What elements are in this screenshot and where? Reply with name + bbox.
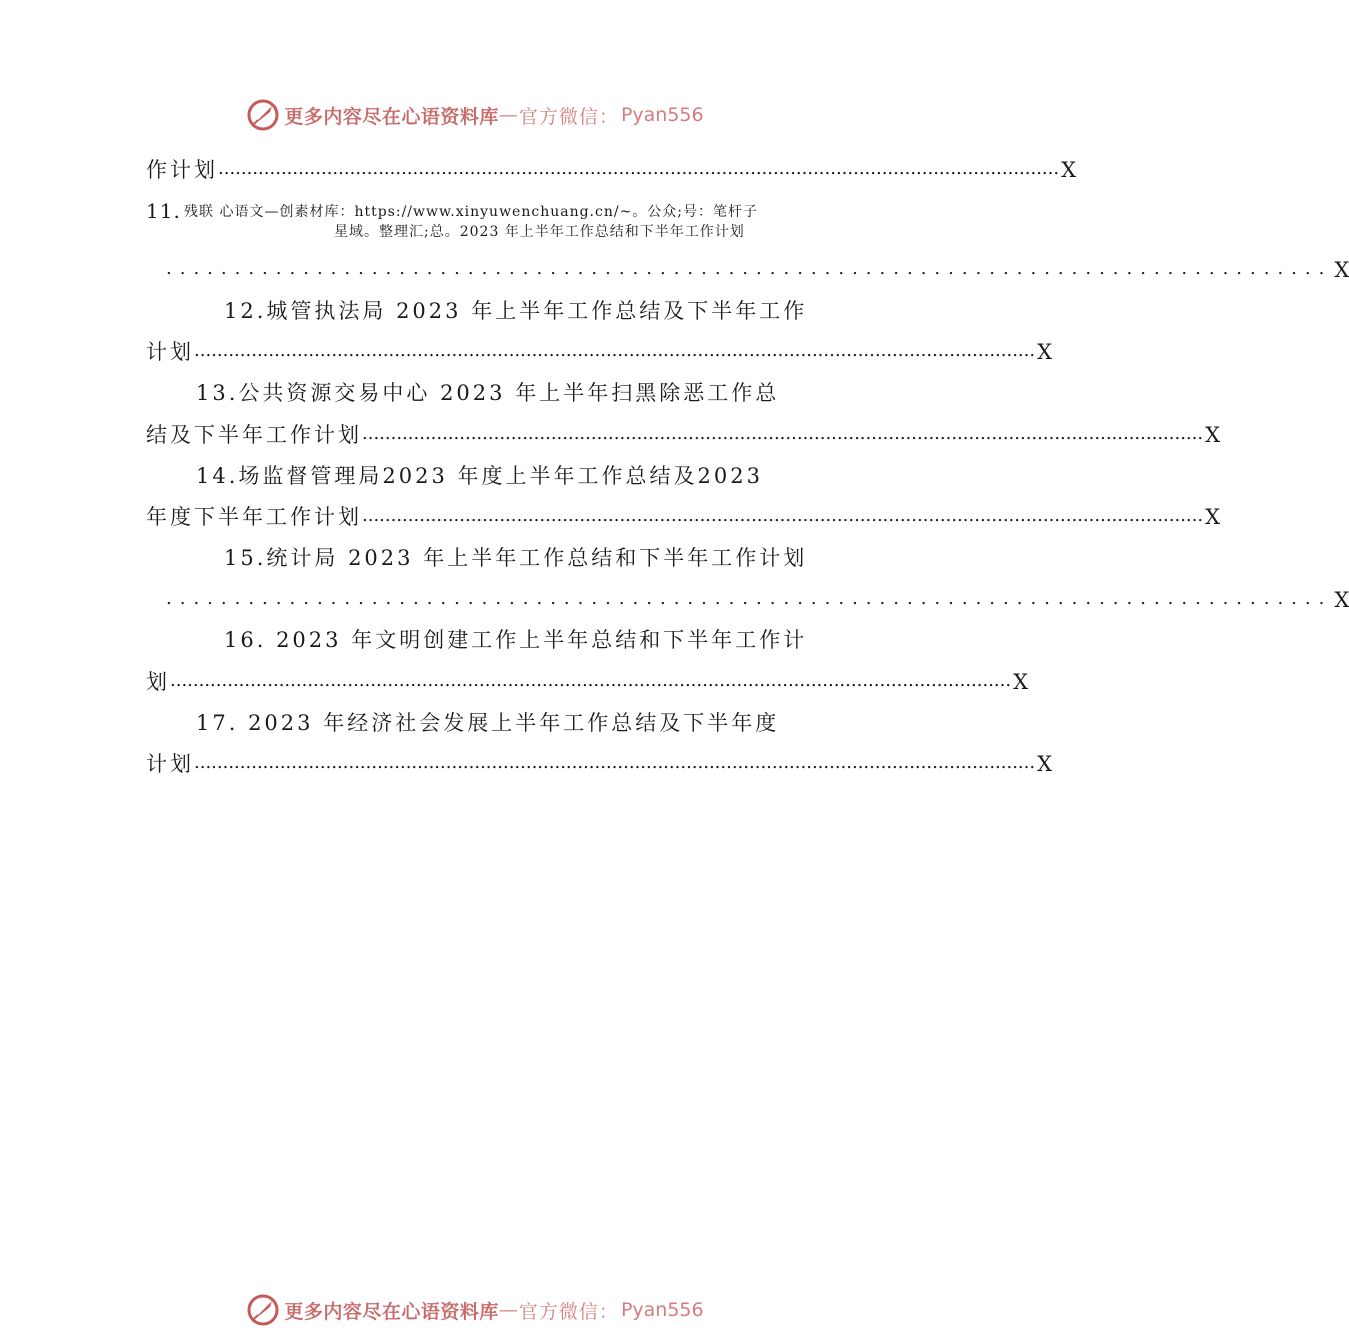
- dot-leader: ...................................................................................................................................................: [218, 158, 1060, 179]
- toc-entry-13-line2: 结及下半年工作计划 ................................................................................................................................................... X: [146, 420, 796, 450]
- toc-entry-11-leader-line: [166, 255, 1349, 285]
- toc-entry-15-leader-line: [166, 585, 1349, 615]
- dot-leader: ...................................................................................................................................................: [362, 423, 1204, 444]
- page-number: X: [1037, 340, 1053, 364]
- page-number: X: [1205, 505, 1221, 529]
- toc-entry-17-line2: 计划 ................................................................................................................................................... X: [146, 749, 782, 779]
- quill-logo-icon: [246, 1293, 280, 1327]
- banner-brand: Pyan556: [620, 1299, 704, 1321]
- dot-leader: ...................................................................................................................................................: [362, 505, 1204, 526]
- page-number: X: [1061, 158, 1077, 182]
- toc-entry-17-line1: 17. 2023 年经济社会发展上半年工作总结及下半年度: [196, 711, 780, 735]
- toc-entry-13-line1: 13.公共资源交易中心 2023 年上半年扫黑除恶工作总: [196, 381, 780, 405]
- toc-entry-12-line1: 12.城管执法局 2023 年上半年工作总结及下半年工作: [224, 299, 808, 323]
- page-number: X: [1205, 423, 1221, 447]
- page-number: X: [1334, 258, 1349, 282]
- dot-leader: ...................................................................................................................................................: [194, 340, 1036, 361]
- toc-entry-11-line1: 残联 心语文—创素材库：https://www.xinyuwenchuang.cn/~。公众;号：笔杆子: [184, 204, 759, 220]
- toc-entry-14-line2: 年度下半年工作计划 ................................................................................................................................................... X: [146, 502, 796, 532]
- header-banner: [0, 95, 950, 135]
- banner-brand: Pyan556: [620, 104, 704, 126]
- page-number: X: [1013, 670, 1029, 694]
- page-number: X: [1037, 752, 1053, 776]
- page-number: X: [1334, 588, 1349, 612]
- dot-leader: ...................................................................................................................................................: [170, 670, 1012, 691]
- banner-label: 官方微信：: [518, 1300, 619, 1323]
- dot-leader: .....................................................................................: [166, 588, 1333, 609]
- toc-entry-14-line1: 14.场监督管理局2023 年度上半年工作总结及2023: [196, 464, 763, 488]
- toc-entry-11-line2: 星域。整理汇;总。2023 年上半年工作总结和下半年工作计划: [334, 224, 745, 240]
- toc-entry-16-line2: 划 ................................................................................................................................................... X: [146, 667, 782, 697]
- banner-dash: —: [498, 1299, 519, 1321]
- quill-logo-icon: [246, 98, 280, 132]
- toc-entry-11-number: 11.: [146, 199, 181, 223]
- toc-entry-12-line2: 计划 ................................................................................................................................................... X: [146, 337, 796, 367]
- dot-leader: .....................................................................................: [166, 258, 1333, 279]
- dot-leader: ...................................................................................................................................................: [194, 752, 1036, 773]
- banner-text: 更多内容尽在心语资料库: [284, 1300, 499, 1323]
- toc-entry-15-line1: 15.统计局 2023 年上半年工作总结和下半年工作计划: [224, 546, 808, 570]
- toc-entry-10-continuation: 作计划 ................................................................................................................................................... X: [146, 155, 806, 185]
- banner-dash: —: [498, 104, 519, 126]
- footer-banner: [0, 1290, 950, 1330]
- banner-text: 更多内容尽在心语资料库: [284, 105, 499, 128]
- banner-label: 官方微信：: [518, 105, 619, 128]
- toc-entry-16-line1: 16. 2023 年文明创建工作上半年总结和下半年工作计: [224, 628, 808, 652]
